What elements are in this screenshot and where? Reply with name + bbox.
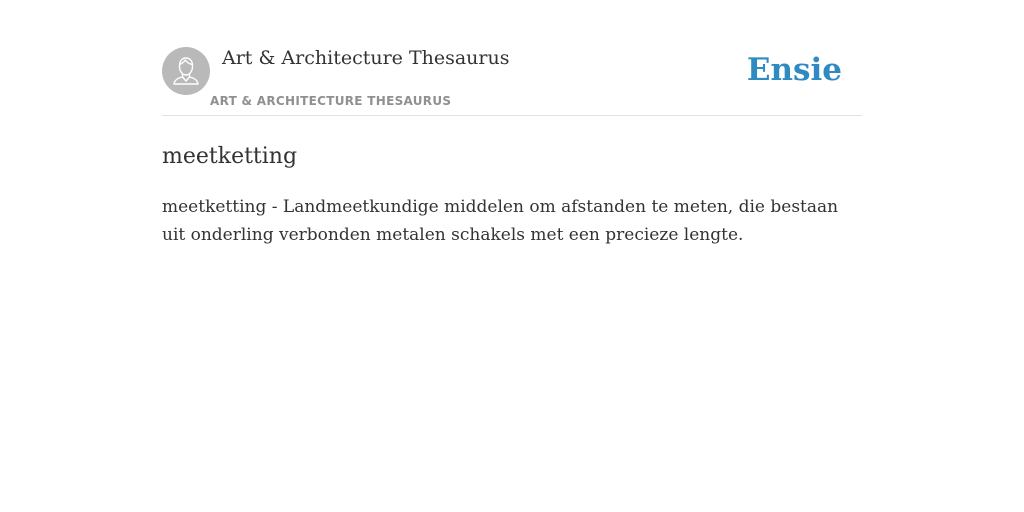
source-avatar[interactable] — [162, 47, 210, 95]
definition-text: meetketting - Landmeetkundige middelen om afstanden te meten, die bestaan uit onderling verbonden metalen schakels met een precieze lengte. — [162, 197, 839, 245]
source-subtitle-link[interactable]: ART & ARCHITECTURE THESAURUS — [210, 94, 452, 108]
user-icon — [162, 47, 210, 95]
source-title-link[interactable]: Art & Architecture Thesaurus — [222, 47, 510, 69]
term-title: meetketting — [162, 144, 298, 169]
page — [162, 0, 862, 249]
header — [162, 0, 862, 116]
ensie-logo[interactable]: Ensie — [746, 52, 842, 88]
